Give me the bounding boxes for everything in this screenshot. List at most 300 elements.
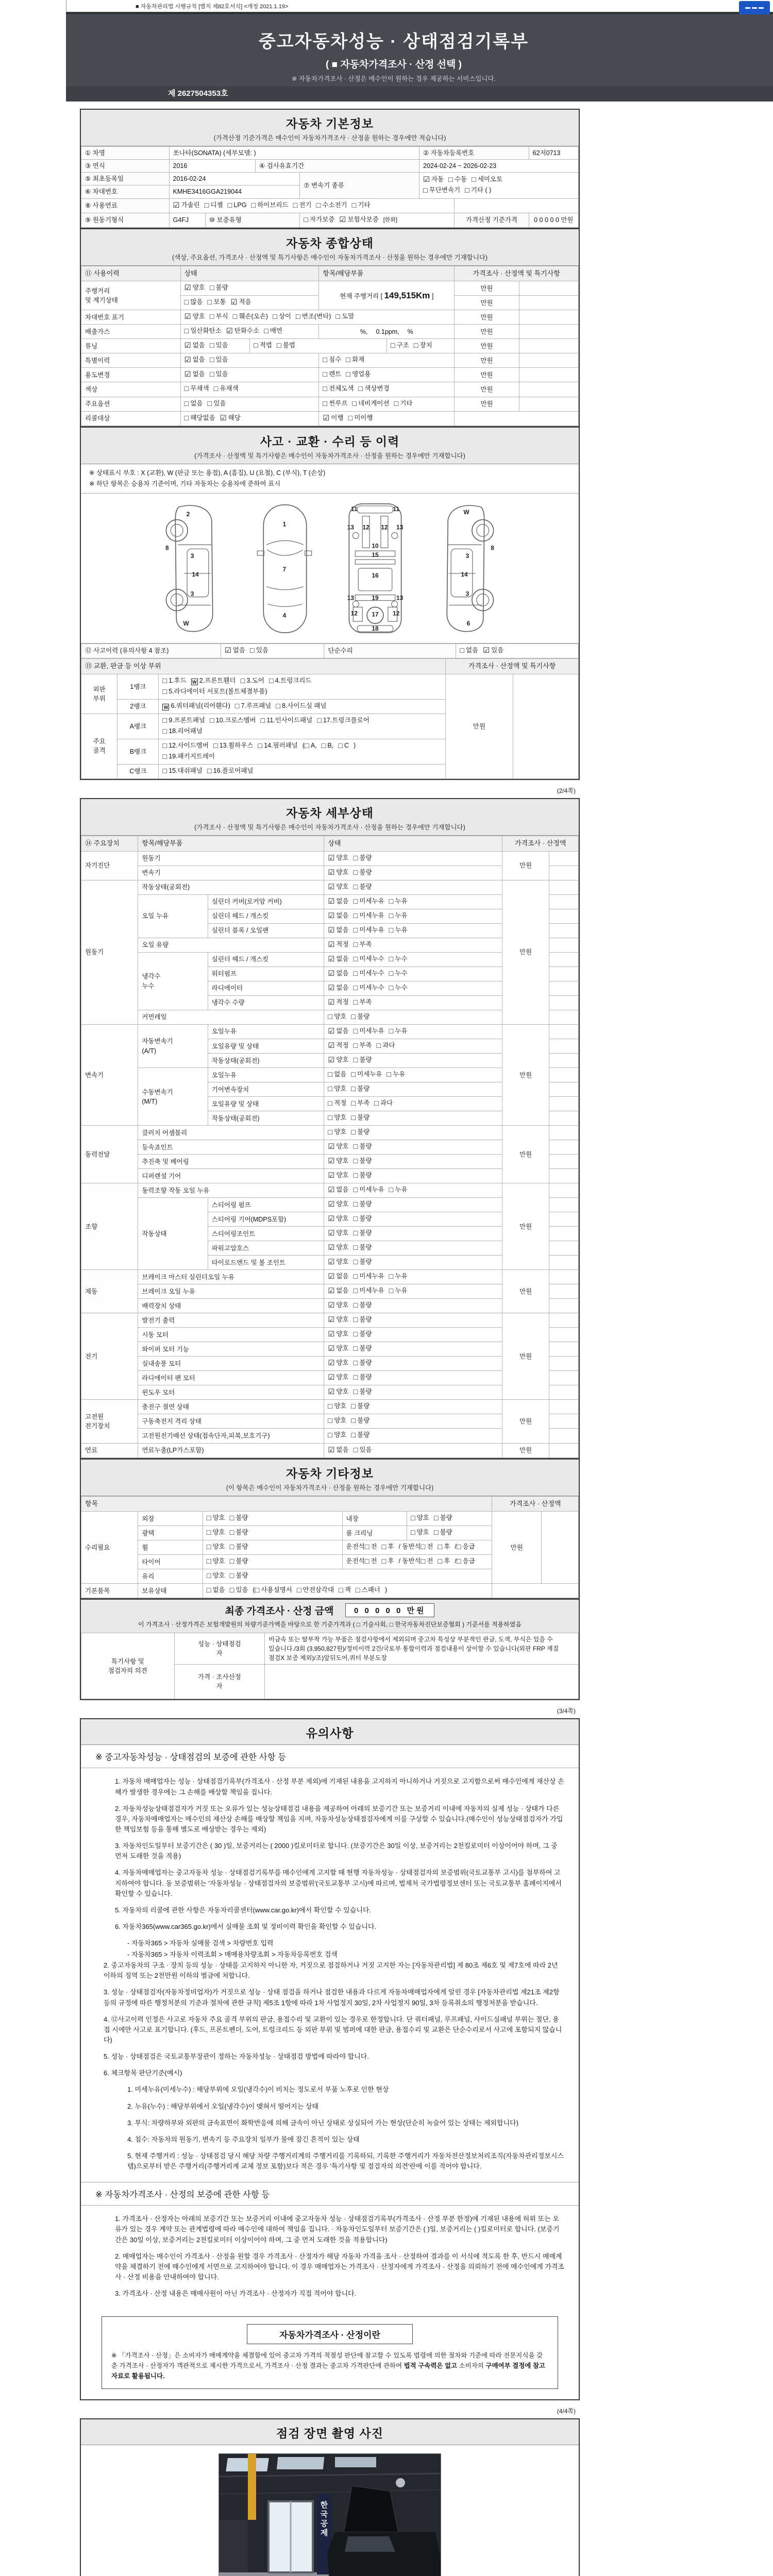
table-cell (324, 1183, 502, 1198)
unchecked-checkbox: □ 불량 (209, 284, 228, 293)
table-cell (549, 1025, 578, 1039)
unchecked-checkbox: □ 불량 (353, 1143, 372, 1151)
table-cell (180, 411, 319, 426)
table-cell: 오일누유 (208, 1025, 324, 1039)
table-cell: 광택 (138, 1526, 203, 1540)
notice-item: 2. 자동차성능상태점검자가 거짓 또는 오류가 있는 성능상태점검 내용을 제공하여 아래의 보증기간 또는 보증거리 이내에 자동차의 실제 성능 · 상태가 다른 경우, 자동차매매업자는 매수인의 재산상 손해를 배상할 책임을 지며, 자동차성능상태점검자에게 이를 구상할 수 있습니다.(매수인이 성능상태점검자가 가입한 책임보험 등을 통해 별도로 배상받는 경우는 제외) (115, 1804, 563, 1834)
table-cell: 오일누유 (208, 1068, 324, 1082)
checked-checkbox: ☑ 양호 (328, 1157, 349, 1166)
checked-checkbox: ☑ 없음 (328, 1186, 349, 1195)
table-cell (203, 1512, 342, 1526)
table-cell (324, 1400, 502, 1414)
unchecked-checkbox: □ 양호 (328, 1013, 347, 1022)
table-cell (324, 1328, 502, 1342)
table-cell: 기어변속장치 (208, 1082, 324, 1097)
unchecked-checkbox: □ 1.후드 (162, 676, 187, 685)
table-cell (324, 952, 502, 967)
table-cell: 오일 누유 (138, 894, 208, 938)
page-subnote: ※ 자동차가격조사 · 산정은 매수인이 원하는 경우 제공하는 서비스입니다. (291, 75, 496, 82)
unchecked-checkbox: □ 전기 (293, 201, 312, 210)
inspector-remarks-table (81, 1633, 579, 1699)
section-header-detail (81, 799, 579, 836)
checked-checkbox: ☑ 양호 (328, 1244, 349, 1252)
diagram-part-label: 12 (393, 609, 400, 617)
table-cell (324, 1126, 502, 1140)
table-cell: ⑦ 변속기 종류 (300, 173, 419, 198)
unchecked-checkbox: □ 불량 (353, 883, 372, 891)
section-title: 자동차 종합상태 (286, 236, 374, 250)
section-title: 자동차 기타정보 (286, 1466, 374, 1480)
table-cell (519, 382, 578, 397)
table-cell: 배력장치 상태 (138, 1299, 324, 1313)
table-cell: 연료누출(LP가스포함) (138, 1443, 324, 1458)
page-1-box (80, 109, 580, 780)
unchecked-checkbox: □ 불량 (229, 1557, 248, 1566)
unchecked-checkbox: □ 양호 (328, 1114, 347, 1123)
checked-checkbox: ☑ 없음 (328, 1446, 349, 1454)
table-cell: 보유상태 (138, 1584, 203, 1598)
table-cell (319, 397, 455, 411)
table-cell: 클러치 어셈블리 (138, 1126, 324, 1140)
table-cell: ⑤ 최초등록일 (81, 173, 170, 185)
checked-checkbox: ☑ 양호 (328, 1345, 349, 1353)
unchecked-checkbox: □ 수소전기 (316, 201, 347, 210)
table-cell: ② 자동차등록번호 (419, 147, 529, 160)
table-cell (549, 1414, 578, 1429)
table-cell: 2랭크 (117, 699, 159, 714)
page-4-box (80, 2418, 580, 2576)
unchecked-checkbox: □ 없음 (206, 1586, 225, 1595)
unchecked-checkbox: □ 13.휠하우스 (213, 741, 254, 750)
table-cell: ① 차명 (81, 147, 170, 160)
table-cell: 배출가스 (81, 325, 181, 339)
notice-item: 6. 자동차365(www.car365.go.kr)에서 실매물 조회 및 정비이력 확인을 확인할 수 있습니다. (115, 1923, 377, 1930)
unchecked-checkbox: □ 스패너 (355, 1586, 380, 1595)
text: 149,515Km (384, 290, 430, 300)
table-cell (324, 1111, 502, 1126)
table-cell (180, 325, 319, 339)
checked-checkbox: ☑ 적정 (328, 998, 349, 1007)
unchecked-checkbox: □ 10.크로스멤버 (210, 716, 256, 725)
section-note: (가격산정 기준가격은 매수인이 자동차가격조사 · 산정을 원하는 경우에만 적습니다) (213, 134, 446, 142)
table-cell: 시동 모터 (138, 1328, 324, 1342)
state-code-legend (81, 464, 579, 494)
table-cell: B랭크 (117, 739, 159, 764)
table-cell: 용도변경 (81, 368, 181, 382)
notice-list-1 (81, 1768, 579, 2182)
checked-checkbox: ☑ 이행 (323, 414, 344, 422)
column-header: 가격조사 · 산정액 및 특기사항 (446, 659, 579, 674)
corner-logo-badge[interactable] (739, 1, 770, 14)
section-note: (가격조사 · 산정액 및 특기사항은 매수인이 자동차가격조사 · 산정을 원하는 경우에만 기재합니다) (194, 452, 465, 460)
unchecked-checkbox: □ 불량 (351, 1417, 370, 1426)
diagram-part-label: 13 (396, 594, 404, 602)
unchecked-checkbox: □ 양호 (328, 1128, 347, 1137)
detail-state-table (81, 836, 579, 1458)
unchecked-checkbox: □ 도말 (335, 313, 355, 321)
table-cell: 전기 (81, 1313, 138, 1400)
table-cell (324, 1256, 502, 1270)
checked-checkbox: ☑ 양호 (328, 1359, 349, 1368)
page-marker-3: (3/4쪽) (557, 1707, 576, 1715)
table-cell (549, 880, 578, 894)
table-cell: 작동상태(공회전) (208, 1054, 324, 1068)
table-cell (519, 296, 578, 310)
table-cell (549, 1357, 578, 1371)
unchecked-checkbox: □ 있음 (209, 356, 228, 365)
table-cell: 주요 골격 (81, 714, 117, 778)
table-cell (324, 923, 502, 938)
table-cell (324, 1357, 502, 1371)
table-cell (250, 339, 387, 353)
checked-checkbox: ☑ 양호 (328, 1301, 349, 1310)
table-cell (324, 1443, 502, 1458)
unchecked-checkbox: □ 미세누수 (353, 984, 384, 992)
table-cell (324, 1241, 502, 1256)
table-cell: 윈도우 모터 (138, 1385, 324, 1400)
checked-checkbox: ☑ 가솔린 (173, 201, 200, 210)
table-cell (324, 1284, 502, 1299)
page-marker-2: (2/4쪽) (557, 787, 576, 795)
text: ) (384, 1586, 388, 1594)
unchecked-checkbox: □ 양호 (328, 1431, 347, 1440)
page-3-box (80, 1718, 580, 2400)
table-cell (549, 1082, 578, 1097)
notice-item: 1. 가격조사 · 산정자는 아래의 보증기간 또는 보증거리 이내에 중고자동차 성능 · 상태점검기록부(가격조사 · 산정 부분 한정)에 기재된 내용에 허위 또는 오류가 있는 경우 계약 또는 관계법령에 따라 매수인에 대하여 책임을 집니다. · 자동차인도일부터 보증기간은 ( )일, 보증거리는 ( )킬로미터로 합니다. (보증기간은 30일 이상, 보증거리는 2천킬로미터 이상이어야 하며, 그 중 먼저 도래한 것을 적용합니다) (115, 2215, 560, 2244)
section-header-notices (81, 1719, 579, 1745)
unchecked-checkbox: □ 매연 (264, 327, 282, 336)
unchecked-checkbox: □ 불량 (353, 1316, 372, 1325)
unchecked-checkbox: □ 썬루프 (323, 399, 348, 408)
price-cell: 만원 (502, 880, 549, 1024)
table-cell (180, 382, 319, 397)
table-cell (319, 281, 455, 310)
table-cell (324, 996, 502, 1010)
unchecked-checkbox: □ 기타 (351, 201, 371, 210)
column-header: ⑬ 교환, 판금 등 이상 부위 (81, 659, 446, 674)
unchecked-checkbox: □ 불량 (351, 1128, 370, 1137)
unchecked-checkbox: □ 있음 (249, 647, 268, 655)
diagram-part-label: 8 (165, 544, 169, 552)
unchecked-checkbox: □ 훼손(오손) (232, 313, 268, 321)
table-cell (180, 310, 455, 325)
diagram-part-label: 11 (393, 505, 399, 513)
notice-item: 6. 체크항목 판단기준(예시) (104, 2069, 182, 2077)
unchecked-checkbox: □ 12.사이드멤버 (162, 741, 209, 750)
table-cell: 추진축 및 베어링 (138, 1155, 324, 1169)
unchecked-checkbox: □ 불량 (229, 1529, 248, 1537)
diagram-part-label: 19 (372, 594, 379, 602)
w-marked-checkbox: W 6.쿼터패널(리어휀다) (162, 702, 230, 709)
section-title: 점검 장면 촬영 사진 (276, 2427, 383, 2441)
table-cell (407, 1526, 492, 1540)
table-cell (324, 1169, 502, 1183)
unchecked-checkbox: □ 불량 (353, 1229, 372, 1238)
diagram-part-label: W (183, 620, 189, 628)
table-cell: 리콜대상 (81, 411, 181, 426)
unchecked-checkbox: □ 있음 (209, 370, 228, 379)
unchecked-checkbox: □ 불량 (353, 1330, 372, 1339)
unchecked-checkbox: □ 부족 (353, 998, 372, 1007)
form-table (81, 643, 579, 658)
table-cell: ⑨ 원동기형식 (81, 213, 170, 227)
unchecked-checkbox: □ 양호 (328, 1402, 347, 1411)
table-cell (324, 1140, 502, 1155)
checked-checkbox: ☑ 양호 (328, 1374, 349, 1382)
notice-subitem: 5. 현재 주행거리 : 성능 · 상태점검 당시 해당 차량 주행거리계의 주행거리를 기록하되, 기록한 주행거리가 자동차전산정보처리조직(자동차관리정보시스템)으로부터 받은 주행거리(주행거리계 교체 정보 포함)보다 적은 경우 '특기사항 및 점검자의 의견'란에 이를 적어야 합니다. (127, 2151, 564, 2171)
unchecked-checkbox: □ 양호 (410, 1514, 429, 1523)
unchecked-checkbox: □ 불량 (351, 1085, 370, 1094)
diagram-part-label: 4 (282, 612, 287, 619)
table-cell (492, 1584, 579, 1598)
unchecked-checkbox: □ 불량 (353, 1157, 372, 1166)
table-cell (324, 1299, 502, 1313)
section-note: (색상, 주요옵션, 가격조사 · 산정액 및 특기사항은 매수인이 자동차가격조사 · 산정을 원하는 경우에만 기재합니다) (172, 253, 488, 261)
table-cell: 1랭크 (117, 674, 159, 699)
unchecked-checkbox: □ 응급 (456, 1557, 475, 1566)
price-cell: 만원 (492, 1512, 541, 1584)
unchecked-checkbox: □ LPG (227, 201, 247, 210)
unchecked-checkbox: □ 누유 (389, 911, 408, 920)
unchecked-checkbox: □ 18.리어패널 (162, 727, 203, 736)
table-cell (549, 909, 578, 923)
unchecked-checkbox: □ 미세누유 (353, 926, 384, 935)
text: ] (430, 292, 434, 300)
inspection-photo-1 (219, 2453, 441, 2576)
unchecked-checkbox: □ 있음 (207, 399, 226, 408)
checked-checkbox: ☑ 없음 (224, 647, 245, 655)
unchecked-checkbox: □ 미세누유 (353, 1027, 384, 1036)
unchecked-checkbox: □ 있음 (229, 1586, 248, 1595)
table-cell: 유리 (138, 1569, 203, 1584)
notice-item: 3. 성능 · 상태점검자(자동차정비업자)가 거짓으로 성능 · 상태 점검을 하거나 점검한 내용과 다르게 자동차매매업자에게 알린 경우 [자동차관리법 제21조 제2항 등의 규정에 따른 행정처분의 기준과 절차에 관한 규칙] 제5조 1항에 따라 1차 사업정지 30일, 2차 사업정지 90일, 3차 등록취소의 행정처분을 받습니다. (104, 1988, 560, 2007)
unchecked-checkbox: □ 불량 (351, 1431, 370, 1440)
checked-checkbox: ☑ 양호 (184, 313, 205, 321)
unchecked-checkbox: □ 많음 (184, 298, 203, 307)
table-cell: 62저0713 (529, 147, 578, 160)
unchecked-checkbox: □ 불량 (353, 854, 372, 862)
table-cell (180, 353, 319, 368)
table-cell: 0 0 0 0 0 만원 (529, 213, 578, 227)
unchecked-checkbox: □ 기타 ( ) (465, 186, 492, 195)
text: 운전석 (346, 1543, 365, 1551)
diagram-part-label: 1 (282, 520, 287, 528)
other-info-table (81, 1496, 579, 1599)
unchecked-checkbox: □ 부식 (209, 313, 228, 321)
unchecked-checkbox: □ 15.대쉬패널 (162, 767, 203, 775)
notice-item: 3. 자동차인도일부터 보증기간은 ( 30 )일, 보증거리는 ( 2000 )킬로미터로 합니다. (보증기간은 30일 이상, 보증거리는 2천킬로미터 이상이어야 하며, 그 중 먼저 도래한 것을 적용) (115, 1842, 558, 1860)
diagram-part-label: 3 (190, 552, 194, 560)
table-cell (180, 397, 319, 411)
checked-checkbox: ☑ 없음 (328, 911, 349, 920)
table-cell (324, 866, 502, 880)
table-cell: 쏘나타(SONATA) (세부모델: ) (169, 147, 419, 160)
unchecked-checkbox: □ 수동 (448, 175, 467, 184)
checked-checkbox: ☑ 양호 (328, 868, 349, 877)
unchecked-checkbox: □ 불량 (353, 1258, 372, 1267)
unchecked-checkbox: □ 불량 (353, 1172, 372, 1180)
form-reference: ■ 자동차관리법 시행규칙 [별지 제82호서식] <개정 2021.1.19> (66, 0, 773, 13)
table-cell (203, 1540, 342, 1555)
unchecked-checkbox: □ 누유 (389, 1273, 408, 1281)
unchecked-checkbox: □ 자가보증 (304, 215, 335, 224)
unchecked-checkbox: □ 불량 (353, 868, 372, 877)
table-cell: 성능 · 상태점검 자 (174, 1633, 265, 1665)
unchecked-checkbox: □ 없음 (460, 647, 479, 655)
unchecked-checkbox: □ 불량 (433, 1514, 452, 1523)
section-header-accident (81, 426, 579, 464)
price-definition-body: ※ 「가격조사 · 산정」은 소비자가 매매계약을 체결함에 있어 중고차 가격의 적절성 판단에 참고할 수 있도록 법령에 의한 절차와 기준에 따라 전문지식을 갖춘 가격조사 · 산정자가 객관적으로 제시한 가격으로서, 가격조사 · 산정 결과는 중고차 가격판단에 관하여 법적 구속력은 없고 소비자의 구매여부 결정에 참고자료로 활용됩니다. (111, 2352, 545, 2380)
car-left-side-diagram (160, 500, 227, 638)
table-cell: 차대번호 표기 (81, 310, 181, 325)
unchecked-checkbox: □ 전체도색 (323, 385, 354, 394)
table-cell (549, 1429, 578, 1443)
table-cell: 원동기 (138, 851, 324, 866)
unchecked-checkbox: □ 미세누유 (353, 1287, 384, 1296)
table-cell: 비금속 또는 탈부착 가능 부품은 점검사항에서 제외되며 중고차 특성상 부분적인 판금, 도색, 부식은 있을 수 있습니다./3회 (3,950,827원)/정비이력 2건/국토부 통합이력과 점검내용이 상이할 수 있습니다(외판 FRP 재질 점검X 보증 제외)/조)앞뒤도어,쿼터 부분도장 (265, 1633, 579, 1665)
form-table (81, 658, 579, 779)
table-cell: 스티어링 펌프 (208, 1198, 324, 1212)
table-cell (159, 699, 446, 714)
table-cell: 수리필요 (81, 1512, 138, 1584)
unchecked-checkbox: □ B, (321, 741, 334, 750)
table-cell: 파워고압호스 (208, 1241, 324, 1256)
diagram-part-label: 10 (372, 542, 379, 550)
table-cell: 실내송풍 모터 (138, 1357, 324, 1371)
notice-subitem: 4. 침수: 자동차의 원동기, 변속기 등 주요장치 일부가 물에 잠긴 흔적이 있는 상태 (127, 2135, 360, 2143)
unchecked-checkbox: □ 후 (381, 1543, 394, 1552)
table-cell (549, 866, 578, 880)
table-cell (549, 1371, 578, 1385)
unchecked-checkbox: □ 17.트렁크플로어 (317, 716, 369, 725)
table-cell: 작동상태(공회전) (138, 880, 324, 894)
table-cell (549, 1155, 578, 1169)
unchecked-checkbox: □ 누수 (389, 969, 408, 978)
checked-checkbox: ☑ 양호 (328, 1056, 349, 1065)
table-cell (549, 1270, 578, 1284)
table-cell: 외판 부위 (81, 674, 117, 714)
diagram-part-label: 14 (192, 570, 199, 578)
table-cell: 라디에이터 (208, 981, 324, 996)
diagram-part-label: 2 (186, 510, 190, 518)
text: ) (354, 741, 356, 749)
table-cell (549, 981, 578, 996)
notice-item: 2. 중고자동차의 구조 · 장치 등의 성능 · 상태를 고지하지 아니한 자, 거짓으로 점검하거나 거짓 고지한 자는 [자동차관리법] 제 80조 제6호 및 제7호에 따라 2년 이하의 징역 또는 2천만원 이하의 벌금에 처합니다. (104, 1961, 558, 1980)
table-cell (324, 1270, 502, 1284)
w-marked-checkbox: W 2.프론트휀더 (191, 677, 236, 684)
table-cell (519, 310, 578, 325)
notice-item: 5. 자동차의 리콜에 관한 사항은 자동차리콜센터(www.car.go.kr)에서 확인할 수 있습니다. (115, 1906, 372, 1914)
legend-line-2: ※ 하단 항목은 승용차 기준이며, 기타 자동차는 승용차에 준하여 표시 (89, 480, 281, 487)
notice-subitem: 1. 미세누유(미세누수) : 해당부위에 오일(냉각수)이 비치는 정도로서 부품 노후로 인한 현상 (127, 2086, 389, 2094)
table-cell: 2024-02-24 ~ 2026-02-23 (419, 160, 579, 173)
title-band (66, 13, 773, 101)
table-cell (342, 1540, 492, 1555)
table-cell: 실린더 헤드 / 개스킷 (208, 909, 324, 923)
price-cell: 만원 (502, 1025, 549, 1126)
table-cell (519, 325, 578, 339)
table-cell (549, 1140, 578, 1155)
table-cell: 원동기 (81, 880, 138, 1024)
photo-area (81, 2445, 579, 2576)
table-cell: 외장 (138, 1512, 203, 1526)
table-cell: %, 0.1ppm, % (319, 325, 455, 339)
table-cell: 조향 (81, 1183, 138, 1270)
table-cell (324, 909, 502, 923)
unchecked-checkbox: □ 미이행 (348, 414, 373, 422)
table-cell (549, 1126, 578, 1140)
unchecked-checkbox: □ 불량 (353, 1200, 372, 1209)
table-cell (324, 1371, 502, 1385)
checked-checkbox: ☑ 양호 (328, 1258, 349, 1267)
table-cell (324, 1097, 502, 1111)
notice-item: 4. 자동차매매업자는 중고자동차 성능 · 상태점검기록부를 매수인에게 고지할 때 현행 자동차성능 · 상태점검자의 보증범위(국토교통부 고시)를 첨부하여 고지하여야 합니다. 동 보증범위는 '자동차성능 · 상태점검자의 보증범위'(국토교통부 고시)에 따르며, 법제처 국가법령정보센터 또는 국토교통부 홈페이지에서 확인할 수 있습니다. (115, 1869, 562, 1897)
unchecked-checkbox: □ 전 (421, 1557, 433, 1566)
text: [한화] (383, 216, 398, 223)
unchecked-checkbox: □ 미세누수 (353, 955, 384, 963)
table-cell: 동력조향 작동 오일 누유 (138, 1183, 324, 1198)
table-cell (519, 397, 578, 411)
table-cell (455, 411, 579, 426)
unchecked-checkbox: □ 무단변속기 (423, 186, 461, 195)
unchecked-checkbox: □ 후 (381, 1557, 394, 1566)
table-cell (513, 674, 578, 778)
price-cell: 만원 (455, 310, 519, 325)
column-header: ⑪ 사용이력 (81, 266, 181, 281)
table-cell: 작동상태(공회전) (208, 1111, 324, 1126)
table-cell (319, 368, 455, 382)
table-cell (541, 1512, 578, 1584)
unchecked-checkbox: □ 양호 (206, 1514, 225, 1523)
table-cell: 고전원전기배선 상태(접속단자,피복,보호기구) (138, 1429, 324, 1443)
column-header: ⑭ 주요장치 (81, 836, 138, 852)
table-cell (519, 339, 578, 353)
unchecked-checkbox: □ 영업용 (346, 370, 371, 379)
unchecked-checkbox: □ 불량 (433, 1529, 452, 1537)
notice-item: 5. 성능 · 상태점검은 국토교통부장관이 정하는 자동차성능 · 상태점검 방법에 따라야 합니다. (104, 2053, 369, 2061)
text: / 동반석 (398, 1557, 421, 1565)
table-cell: 단순수리 (324, 644, 456, 658)
notice-subitem: 3. 부식: 차량하부와 외판의 금속표면이 화학반응에 의해 금속이 아닌 상태로 상실되어 가는 현상(단순히 녹슬어 있는 상태는 제외합니다) (127, 2119, 519, 2127)
table-cell: C랭크 (117, 765, 159, 779)
price-cell: 만원 (455, 281, 519, 296)
unchecked-checkbox: □ 불량 (353, 1056, 372, 1065)
form-table (81, 146, 579, 228)
table-cell (324, 894, 502, 909)
table-cell: 타이어 (138, 1555, 203, 1569)
form-table (81, 1633, 579, 1699)
unchecked-checkbox: □ 미세누유 (353, 897, 384, 906)
diagram-part-label: 7 (282, 565, 287, 573)
checked-checkbox: ☑ 없음 (184, 342, 205, 350)
unchecked-checkbox: □ 세미오토 (472, 175, 503, 184)
table-cell: KMHE3416GGA219044 (169, 185, 300, 198)
diagram-part-label: 6 (466, 620, 470, 628)
table-cell (319, 411, 455, 426)
unchecked-checkbox: □ 전 (421, 1543, 433, 1552)
table-cell: 디퍼렌셜 기어 (138, 1169, 324, 1183)
unchecked-checkbox: □ 적정 (328, 1099, 347, 1108)
table-cell: G4FJ (169, 213, 205, 227)
table-cell (221, 644, 324, 658)
text: / (455, 1543, 457, 1551)
table-cell: A랭크 (117, 714, 159, 739)
table-cell: 타이로드엔드 및 볼 조인트 (208, 1256, 324, 1270)
unchecked-checkbox: □ 응급 (456, 1543, 475, 1552)
table-cell (265, 1665, 579, 1699)
unchecked-checkbox: □ 불량 (353, 1244, 372, 1252)
checked-checkbox: ☑ 양호 (328, 1200, 349, 1209)
